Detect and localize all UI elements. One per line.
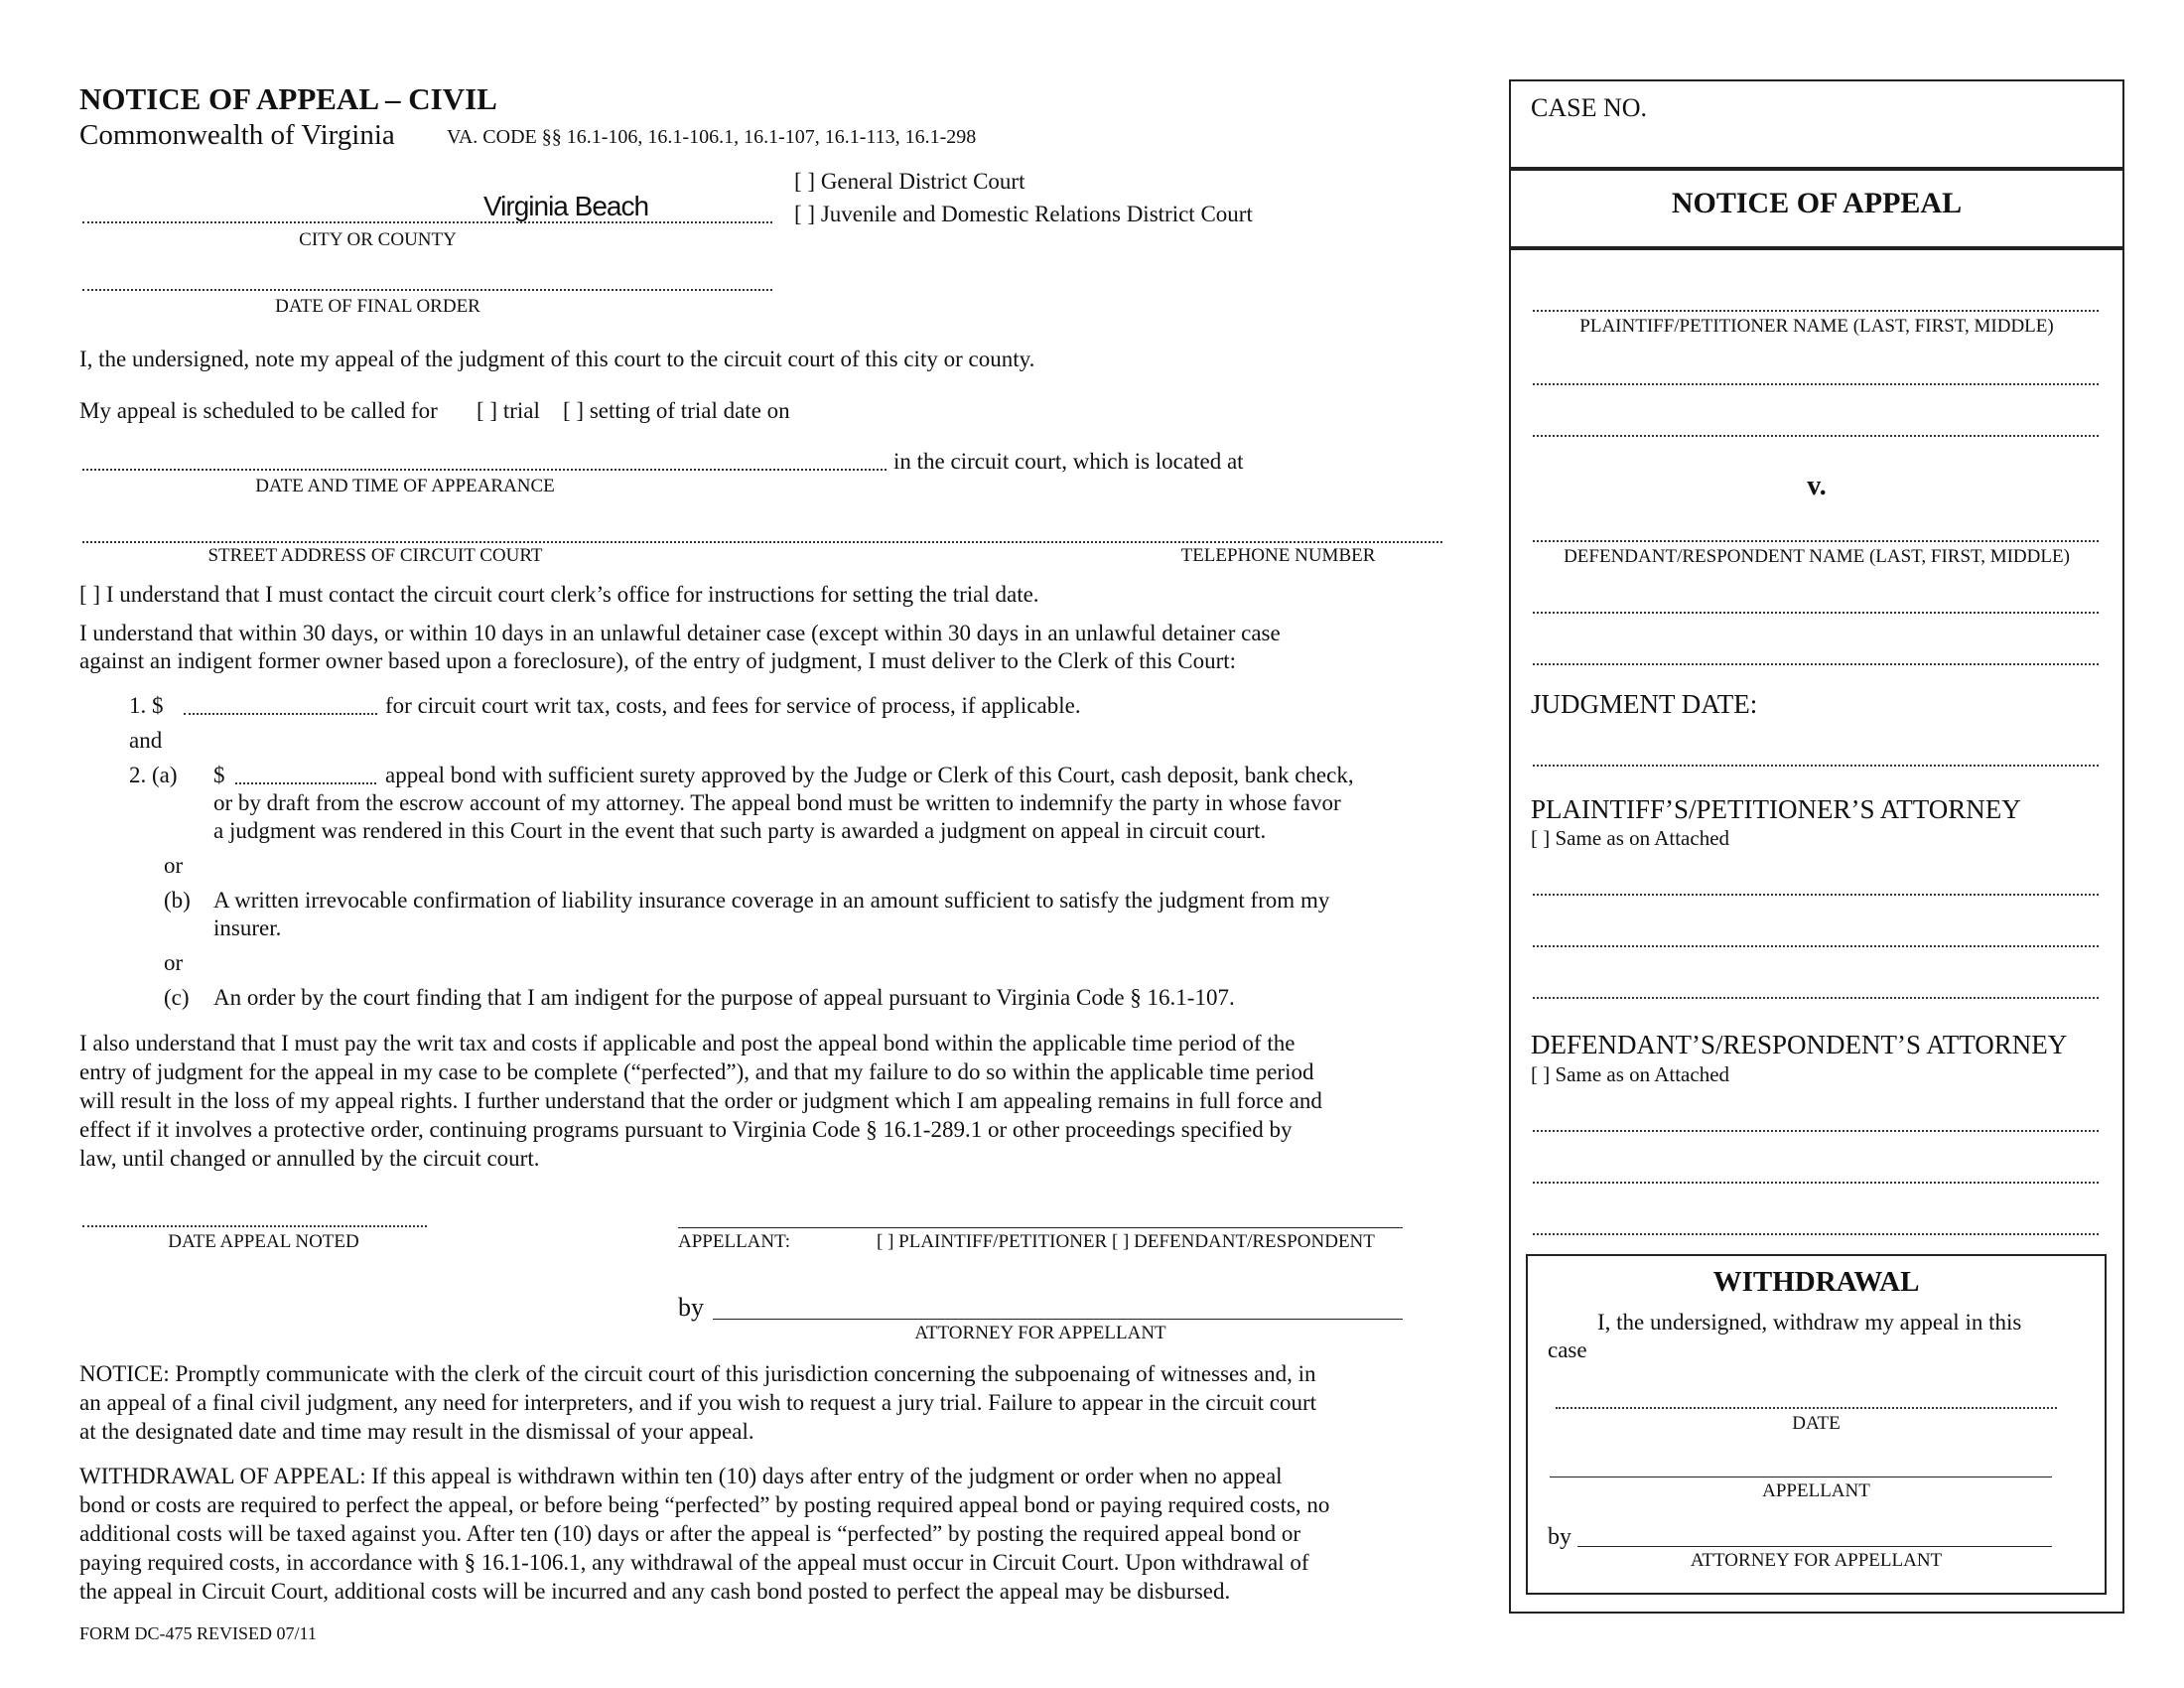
- understand-line-4: effect if it involves a protective order, continuing programs pursuant to Virginia Code § 16.1-289.1 or other proceedings specified by: [79, 1117, 1293, 1142]
- appellant-party-options[interactable]: [ ] PLAINTIFF/PETITIONER [ ] DEFENDANT/RESPONDENT: [877, 1231, 1375, 1252]
- scheduled-text: My appeal is scheduled to be called for: [79, 398, 438, 423]
- defendant-attorney-label: DEFENDANT’S/RESPONDENT’S ATTORNEY: [1531, 1030, 2068, 1059]
- withdrawal-notice-line-4: paying required costs, in accordance with § 16.1-106.1, any withdrawal of the appeal must occur in Circuit Court. Upon withdrawal of: [79, 1550, 1309, 1575]
- understand-line-5: law, until changed or annulled by the circuit court.: [79, 1146, 540, 1171]
- judgment-date-label: JUDGMENT DATE:: [1531, 689, 1758, 719]
- contact-clerk-checkbox[interactable]: [ ] I understand that I must contact the circuit court clerk’s office for instructions for setting the trial date.: [79, 582, 1039, 607]
- court-option-juvenile[interactable]: [ ] Juvenile and Domestic Relations District Court: [794, 202, 1253, 226]
- form-title: NOTICE OF APPEAL – CIVIL: [79, 81, 497, 116]
- item-2c-text: An order by the court finding that I am indigent for the purpose of appeal pursuant to Virginia Code § 16.1-107.: [213, 985, 1235, 1010]
- city-field-value[interactable]: Virginia Beach: [483, 191, 649, 221]
- side-panel-title: NOTICE OF APPEAL: [1671, 187, 1963, 219]
- plaintiff-attorney-label: PLAINTIFF’S/PETITIONER’S ATTORNEY: [1531, 794, 2021, 824]
- located-at-text: in the circuit court, which is located at: [893, 449, 1244, 474]
- notice-line-2: an appeal of a final civil judgment, any need for interpreters, and if you wish to request a jury trial. Failure to appear in the circuit court: [79, 1390, 1317, 1415]
- defendant-attorney-line-2[interactable]: [1533, 1182, 2099, 1184]
- and-word: and: [129, 728, 163, 753]
- withdrawal-attorney-label: ATTORNEY FOR APPELLANT: [1690, 1550, 1943, 1571]
- withdrawal-title: WITHDRAWAL: [1712, 1266, 1920, 1298]
- appellant-label: APPELLANT:: [678, 1231, 791, 1252]
- item-1-number: 1. $: [129, 693, 164, 718]
- item-1-amount-line[interactable]: [184, 713, 377, 715]
- notice-line-1: NOTICE: Promptly communicate with the clerk of the circuit court of this jurisdiction concerning the subpoenaing of witnesses and, in: [79, 1361, 1316, 1386]
- withdrawal-attorney-line[interactable]: [1577, 1546, 2052, 1547]
- item-2b-label: (b): [164, 888, 191, 913]
- defendant-name-line[interactable]: [1533, 540, 2099, 542]
- plaintiff-name-line-2[interactable]: [1533, 383, 2099, 385]
- understand-line-1: I also understand that I must pay the writ tax and costs if applicable and post the appeal bond within the applicable time period of the: [79, 1031, 1296, 1055]
- form-id: FORM DC-475 REVISED 07/11: [79, 1623, 317, 1643]
- case-no-label: CASE NO.: [1531, 93, 1648, 122]
- city-label: CITY OR COUNTY: [299, 229, 457, 250]
- setting-checkbox[interactable]: [ ] setting of trial date on: [563, 398, 790, 423]
- item-2b-line-1: A written irrevocable confirmation of liability insurance coverage in an amount sufficient to satisfy the judgment from my: [213, 888, 1330, 913]
- item-2b-line-2: insurer.: [213, 915, 282, 940]
- item-2a-line-2: or by draft from the escrow account of my attorney. The appeal bond must be written to indemnify the party in whose favor: [213, 790, 1341, 815]
- city-field-line[interactable]: [82, 221, 772, 223]
- date-noted-label: DATE APPEAL NOTED: [168, 1231, 359, 1252]
- trial-checkbox[interactable]: [ ] trial: [477, 398, 540, 423]
- withdrawal-date-line[interactable]: [1556, 1407, 2057, 1409]
- appearance-date-line[interactable]: [82, 469, 887, 471]
- withdrawal-notice-line-2: bond or costs are required to perfect the appeal, or before being “perfected” by posting required appeal bond or paying required costs, no: [79, 1492, 1330, 1517]
- withdrawal-text-line-1: I, the undersigned, withdraw my appeal in this: [1597, 1310, 2022, 1335]
- item-2a-line-1: appeal bond with sufficient surety approved by the Judge or Clerk of this Court, cash deposit, bank check,: [385, 763, 1354, 787]
- plaintiff-name-line-3[interactable]: [1533, 435, 2099, 437]
- court-option-general-district[interactable]: [ ] General District Court: [794, 169, 1025, 194]
- plaintiff-name-line[interactable]: [1533, 310, 2099, 312]
- attorney-signature-line[interactable]: [713, 1319, 1403, 1320]
- appellant-signature-line[interactable]: [678, 1227, 1403, 1228]
- withdrawal-by-label: by: [1548, 1524, 1571, 1550]
- withdrawal-appellant-label: APPELLANT: [1762, 1480, 1870, 1501]
- item-2c-label: (c): [164, 985, 190, 1010]
- withdrawal-notice-line-3: additional costs will be taxed against you. After ten (10) days or after the appeal is “perfected” by posting the required appeal bond or: [79, 1521, 1301, 1546]
- final-order-date-line[interactable]: [82, 289, 772, 291]
- street-label: STREET ADDRESS OF CIRCUIT COURT: [207, 545, 543, 566]
- code-citation: VA. CODE §§ 16.1-106, 16.1-106.1, 16.1-107, 16.1-113, 16.1-298: [447, 126, 977, 148]
- versus-label: v.: [1807, 471, 1827, 501]
- deliver-line-1: I understand that within 30 days, or within 10 days in an unlawful detainer case (except within 30 days in an unlawful detainer case: [79, 621, 1281, 645]
- defendant-attorney-same-checkbox[interactable]: [ ] Same as on Attached: [1531, 1062, 1730, 1086]
- or-word-1: or: [164, 853, 184, 878]
- deliver-line-2: against an indigent former owner based upon a foreclosure), of the entry of judgment, I must deliver to the Clerk of this Court:: [79, 648, 1237, 673]
- withdrawal-notice-line-1: WITHDRAWAL OF APPEAL: If this appeal is withdrawn within ten (10) days after entry of the judgment or order when no appeal: [79, 1464, 1283, 1488]
- item-2-number: 2. (a): [129, 763, 178, 787]
- item-1-text: for circuit court writ tax, costs, and fees for service of process, if applicable.: [385, 693, 1081, 718]
- street-address-line[interactable]: [82, 541, 1442, 543]
- final-order-label: DATE OF FINAL ORDER: [275, 296, 480, 317]
- item-2a-amount-line[interactable]: [235, 782, 376, 784]
- or-word-2: or: [164, 950, 184, 975]
- by-label: by: [678, 1293, 704, 1322]
- item-2a-dollar: $: [213, 763, 225, 787]
- understand-line-2: entry of judgment for the appeal in my case to be complete (“perfected”), and that my failure to do so within the applicable time period: [79, 1059, 1314, 1084]
- case-divider-bottom: [1511, 246, 2122, 250]
- defendant-name-line-3[interactable]: [1533, 663, 2099, 665]
- plaintiff-attorney-same-checkbox[interactable]: [ ] Same as on Attached: [1531, 826, 1730, 850]
- item-2a-line-3: a judgment was rendered in this Court in the event that such party is awarded a judgment on appeal in circuit court.: [213, 818, 1267, 843]
- plaintiff-attorney-line-3[interactable]: [1533, 997, 2099, 999]
- telephone-label: TELEPHONE NUMBER: [1180, 545, 1376, 566]
- withdrawal-date-label: DATE: [1792, 1413, 1841, 1434]
- case-divider-top: [1511, 167, 2122, 171]
- defendant-name-line-2[interactable]: [1533, 612, 2099, 614]
- defendant-name-label: DEFENDANT/RESPONDENT NAME (LAST, FIRST, MIDDLE): [1564, 546, 2070, 567]
- understand-line-3: will result in the loss of my appeal rights. I further understand that the order or judgment which I am appealing remains in full force and: [79, 1088, 1322, 1113]
- appearance-label: DATE AND TIME OF APPEARANCE: [255, 476, 555, 496]
- withdrawal-notice-line-5: the appeal in Circuit Court, additional costs will be incurred and any cash bond posted to perfect the appeal may be disbursed.: [79, 1579, 1231, 1604]
- state-name: Commonwealth of Virginia: [79, 119, 395, 151]
- defendant-attorney-line-3[interactable]: [1533, 1233, 2099, 1235]
- attorney-label: ATTORNEY FOR APPELLANT: [914, 1323, 1166, 1343]
- plaintiff-attorney-line-2[interactable]: [1533, 945, 2099, 947]
- withdrawal-text-line-2: case: [1548, 1337, 1587, 1362]
- defendant-attorney-line-1[interactable]: [1533, 1130, 2099, 1132]
- withdrawal-box: [1526, 1254, 2107, 1595]
- notice-line-3: at the designated date and time may result in the dismissal of your appeal.: [79, 1419, 754, 1444]
- date-noted-line[interactable]: [82, 1225, 427, 1227]
- plaintiff-attorney-line-1[interactable]: [1533, 894, 2099, 896]
- plaintiff-name-label: PLAINTIFF/PETITIONER NAME (LAST, FIRST, MIDDLE): [1579, 316, 2054, 337]
- judgment-date-line[interactable]: [1533, 765, 2099, 767]
- note-appeal-text: I, the undersigned, note my appeal of the judgment of this court to the circuit court of this city or county.: [79, 347, 1035, 371]
